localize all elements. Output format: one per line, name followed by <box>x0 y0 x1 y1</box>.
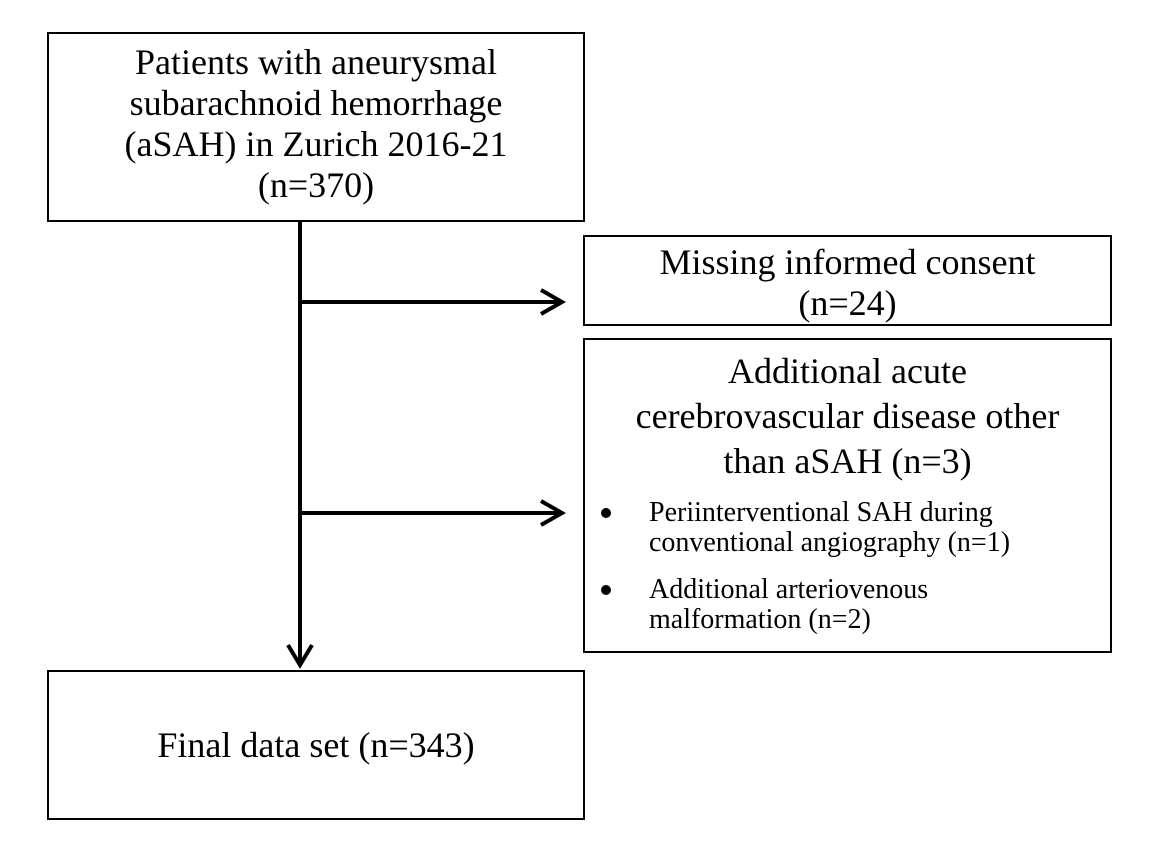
start-line: subarachnoid hemorrhage <box>129 83 503 123</box>
start-line: (aSAH) in Zurich 2016-21 <box>124 124 508 164</box>
consent-line: Missing informed consent <box>659 242 1036 282</box>
exclusion-consent-box <box>583 235 1112 326</box>
list-item-line: Periinterventional SAH during <box>649 497 993 528</box>
bullet-icon <box>601 508 611 518</box>
start-line: Patients with aneurysmal <box>135 42 497 82</box>
exclusion-consent-text <box>585 242 1110 324</box>
list-item-line: malformation (n=2) <box>649 604 871 635</box>
exclusion-other-list <box>585 498 1110 652</box>
start-line: (n=370) <box>257 165 375 205</box>
list-item-line: Additional arteriovenous <box>649 574 929 605</box>
final-box <box>47 670 585 820</box>
bullet-icon <box>601 585 611 595</box>
exclusion-other-box <box>583 338 1112 653</box>
start-box <box>47 32 585 222</box>
exclusion-other-title <box>585 349 1110 484</box>
other-title-line: cerebrovascular disease other <box>635 396 1060 436</box>
list-item <box>585 498 1110 558</box>
list-item-line: conventional angiography (n=1) <box>649 527 1011 558</box>
other-title-line: than aSAH (n=3) <box>723 441 972 481</box>
list-item <box>585 575 1110 635</box>
final-box-text: Final data set (n=343) <box>157 725 475 765</box>
start-box-text <box>49 42 583 206</box>
other-title-line: Additional acute <box>728 351 967 391</box>
consent-line: (n=24) <box>798 283 897 323</box>
